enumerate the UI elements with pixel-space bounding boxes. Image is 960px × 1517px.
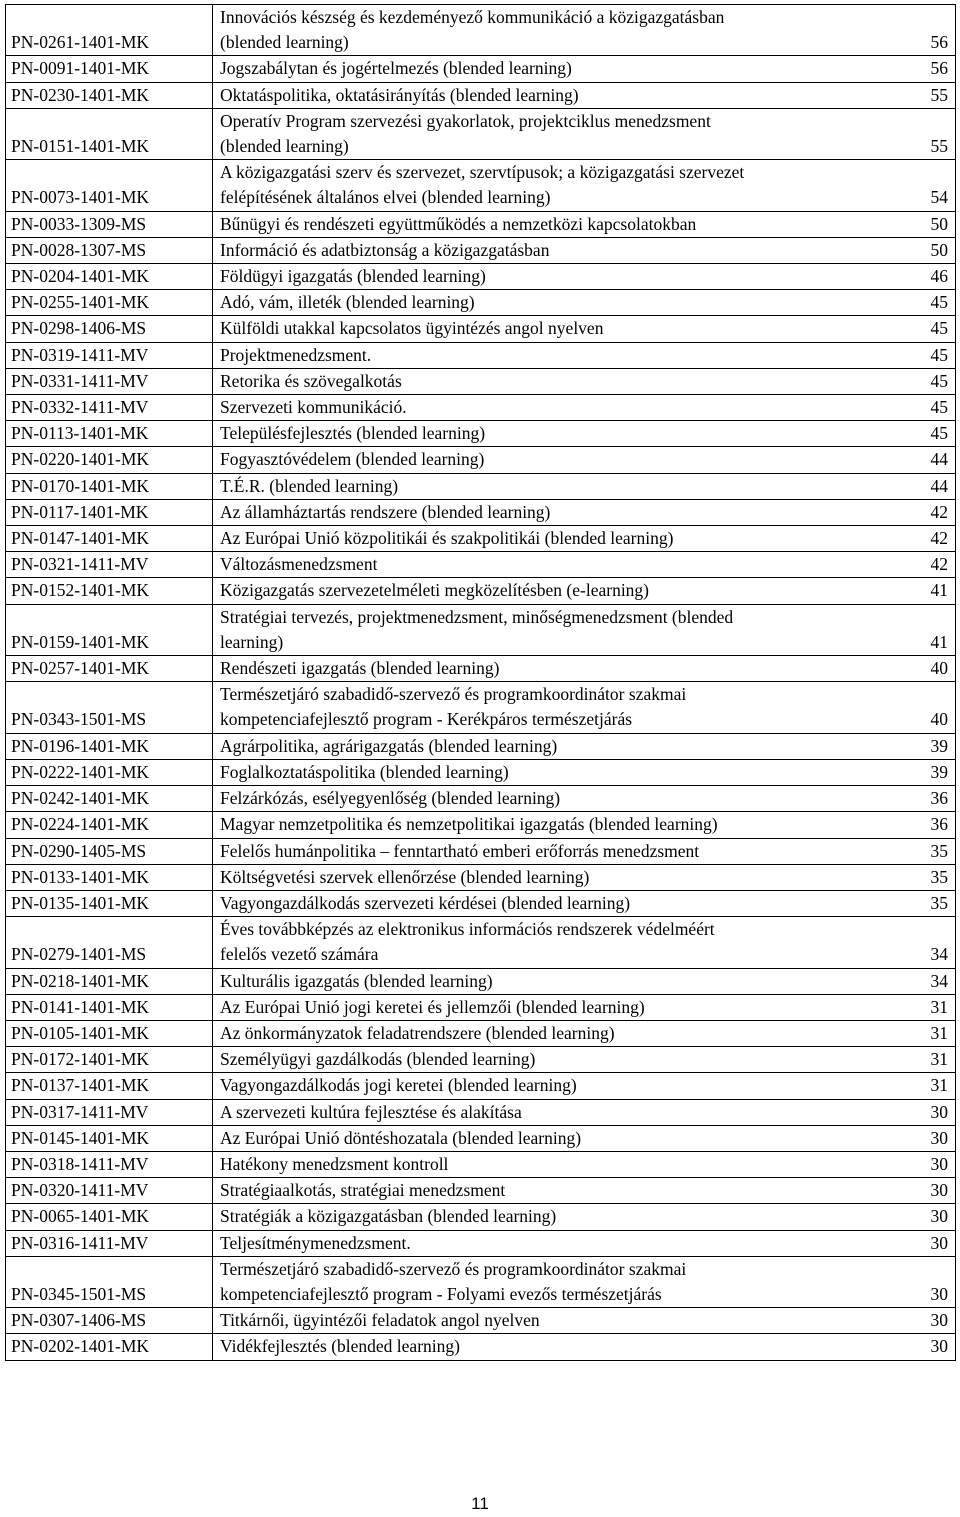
course-title-cell [213,264,956,290]
course-title-wrap [220,917,953,967]
participant-count: 31 [930,1049,948,1070]
course-title-wrap [220,500,953,525]
table-row [6,552,956,578]
course-title-cell [213,1125,956,1151]
table-row [6,1125,956,1151]
participant-count: 55 [930,84,948,105]
course-title: Bűnügyi és rendészeti együttműködés a nemzetközi kapcsolatokban [220,213,697,234]
course-title-cell [213,552,956,578]
course-title-cell [213,759,956,785]
course-title-cell [213,682,956,733]
course-code: PN-0257-1401-MK [6,656,213,682]
participant-count: 35 [930,840,948,861]
course-code: PN-0345-1501-MS [6,1256,213,1307]
table-row [6,447,956,473]
table-row [6,838,956,864]
course-title-wrap [220,839,953,864]
course-code: PN-0204-1401-MK [6,264,213,290]
course-title: Stratégiaalkotás, stratégiai menedzsment [220,1180,506,1201]
table-row [6,316,956,342]
course-code: PN-0133-1401-MK [6,864,213,890]
participant-count: 30 [930,1283,948,1304]
participant-count: 54 [930,187,948,208]
course-code: PN-0137-1401-MK [6,1073,213,1099]
course-title: Magyar nemzetpolitika és nemzetpolitikai igazgatás (blended learning) [220,814,718,835]
course-title-wrap [220,5,953,55]
course-title: Felelős humánpolitika – fenntartható emberi erőforrás menedzsment [220,840,700,861]
course-title-wrap [220,734,953,759]
course-title-wrap [220,1073,953,1098]
course-title-cell [213,56,956,82]
table-row [6,786,956,812]
course-title-wrap [220,1334,953,1359]
participant-count: 45 [930,344,948,365]
course-title-cell [213,526,956,552]
course-title-cell [213,994,956,1020]
course-title-wrap [220,969,953,994]
course-title-cell [213,1020,956,1046]
course-code: PN-0242-1401-MK [6,786,213,812]
course-title-cell [213,1099,956,1125]
course-title: Az Európai Unió döntéshozatala (blended learning) [220,1127,582,1148]
course-title-wrap [220,1178,953,1203]
course-title-wrap [220,83,953,108]
course-title-cell [213,864,956,890]
course-code: PN-0320-1411-MV [6,1178,213,1204]
course-title: Stratégiák a közigazgatásban (blended learning) [220,1206,557,1227]
course-title-wrap [220,526,953,551]
course-title-cell [213,968,956,994]
course-title-cell [213,447,956,473]
participant-count: 41 [930,580,948,601]
participant-count: 30 [930,1336,948,1357]
course-title-cell [213,1334,956,1360]
course-title: Projektmenedzsment. [220,344,372,365]
table-row [6,1073,956,1099]
table-row [6,1099,956,1125]
participant-count: 35 [930,892,948,913]
course-title-wrap [220,760,953,785]
course-title-wrap [220,552,953,577]
course-title: Személyügyi gazdálkodás (blended learning) [220,1049,536,1070]
course-code: PN-0141-1401-MK [6,994,213,1020]
course-title-cell [213,812,956,838]
participant-count: 30 [930,1310,948,1331]
course-title-wrap [220,1257,953,1307]
course-title: Jogszabálytan és jogértelmezés (blended learning) [220,58,572,79]
course-title-wrap [220,891,953,916]
course-title: A szervezeti kultúra fejlesztése és alakítása [220,1101,522,1122]
table-row [6,56,956,82]
course-code: PN-0073-1401-MK [6,160,213,211]
course-title-wrap [220,656,953,681]
table-row [6,82,956,108]
course-code: PN-0279-1401-MS [6,917,213,968]
participant-count: 40 [930,658,948,679]
course-title-cell [213,473,956,499]
course-title-wrap [220,995,953,1020]
course-title-cell [213,1073,956,1099]
participant-count: 30 [930,1153,948,1174]
course-title-cell [213,395,956,421]
course-title-cell [213,578,956,604]
course-title-cell [213,890,956,916]
table-row [6,1047,956,1073]
table-row [6,968,956,994]
course-title-wrap [220,1126,953,1151]
course-title: Oktatáspolitika, oktatásirányítás (blended learning) [220,84,579,105]
table-row [6,1256,956,1307]
participant-count: 44 [930,449,948,470]
course-title-wrap [220,1308,953,1333]
course-code: PN-0290-1405-MS [6,838,213,864]
course-title: Közigazgatás szervezetelméleti megközelítésben (e-learning) [220,580,650,601]
course-code: PN-0170-1401-MK [6,473,213,499]
course-title: Földügyi igazgatás (blended learning) [220,266,486,287]
course-title-wrap [220,865,953,890]
course-title: Titkárnői, ügyintézői feladatok angol nyelven [220,1310,540,1331]
course-code: PN-0261-1401-MK [6,5,213,56]
course-title-cell [213,1230,956,1256]
table-row [6,1151,956,1177]
participant-count: 42 [930,528,948,549]
participant-count: 46 [930,266,948,287]
course-code: PN-0220-1401-MK [6,447,213,473]
course-title-cell [213,917,956,968]
table-row [6,917,956,968]
course-title-cell [213,1151,956,1177]
course-title-cell [213,82,956,108]
course-title: Stratégiai tervezés, projektmenedzsment, minőségmenedzsment (blended learning) [220,606,734,652]
course-title: Településfejlesztés (blended learning) [220,423,486,444]
table-row [6,733,956,759]
course-code: PN-0147-1401-MK [6,526,213,552]
course-title-cell [213,499,956,525]
course-code: PN-0135-1401-MK [6,890,213,916]
course-title: Költségvetési szervek ellenőrzése (blended learning) [220,866,590,887]
course-title-cell [213,786,956,812]
course-title-cell [213,342,956,368]
table-row [6,682,956,733]
course-code: PN-0117-1401-MK [6,499,213,525]
course-title: Vidékfejlesztés (blended learning) [220,1336,460,1357]
course-title: Innovációs készség és kezdeményező kommunikáció a közigazgatásban (blended learning) [220,7,725,53]
course-title-wrap [220,786,953,811]
course-title-wrap [220,316,953,341]
course-title-wrap [220,395,953,420]
course-code: PN-0255-1401-MK [6,290,213,316]
table-row [6,368,956,394]
table-row [6,5,956,56]
course-title: Éves továbbképzés az elektronikus információs rendszerek védelméért felelős vezető számára [220,919,715,965]
participant-count: 30 [930,1232,948,1253]
participant-count: 45 [930,397,948,418]
course-title: Külföldi utakkal kapcsolatos ügyintézés angol nyelven [220,318,604,339]
participant-count: 45 [930,423,948,444]
course-title-wrap [220,421,953,446]
participant-count: 30 [930,1180,948,1201]
course-title-wrap [220,578,953,603]
course-code: PN-0298-1406-MS [6,316,213,342]
course-title-cell [213,316,956,342]
course-title: Teljesítménymenedzsment. [220,1232,411,1253]
course-title-cell [213,421,956,447]
course-code: PN-0321-1411-MV [6,552,213,578]
course-title-cell [213,290,956,316]
table-row [6,342,956,368]
course-title-cell [213,733,956,759]
course-code: PN-0028-1307-MS [6,237,213,263]
course-code: PN-0331-1411-MV [6,368,213,394]
course-code: PN-0065-1401-MK [6,1204,213,1230]
table-row [6,864,956,890]
table-row [6,526,956,552]
course-title-cell [213,1047,956,1073]
table-row [6,994,956,1020]
participant-count: 31 [930,1022,948,1043]
course-title-cell [213,604,956,655]
course-title: Fogyasztóvédelem (blended learning) [220,449,485,470]
course-title: Vagyongazdálkodás jogi keretei (blended learning) [220,1075,577,1096]
table-row [6,812,956,838]
table-row [6,759,956,785]
participant-count: 41 [930,631,948,652]
course-code: PN-0222-1401-MK [6,759,213,785]
course-title: Retorika és szövegalkotás [220,370,402,391]
participant-count: 50 [930,213,948,234]
participant-count: 45 [930,318,948,339]
course-code: PN-0218-1401-MK [6,968,213,994]
course-title-cell [213,5,956,56]
table-row [6,1334,956,1360]
course-title-wrap [220,264,953,289]
table-row [6,890,956,916]
course-title: Felzárkózás, esélyegyenlőség (blended learning) [220,788,561,809]
table-row [6,1020,956,1046]
table-row [6,395,956,421]
participant-count: 35 [930,866,948,887]
course-code: PN-0105-1401-MK [6,1020,213,1046]
participant-count: 56 [930,58,948,79]
course-code: PN-0316-1411-MV [6,1230,213,1256]
course-title-wrap [220,109,953,159]
course-title: Az önkormányzatok feladatrendszere (blended learning) [220,1022,615,1043]
table-row [6,499,956,525]
participant-count: 55 [930,136,948,157]
participant-count: 36 [930,814,948,835]
participant-count: 39 [930,761,948,782]
course-title-wrap [220,1231,953,1256]
participant-count: 42 [930,554,948,575]
course-title: Információ és adatbiztonság a közigazgatásban [220,239,550,260]
course-code: PN-0113-1401-MK [6,421,213,447]
course-title: Foglalkoztatáspolitika (blended learning) [220,761,509,782]
course-title: Kulturális igazgatás (blended learning) [220,970,493,991]
participant-count: 40 [930,709,948,730]
course-title-wrap [220,290,953,315]
participant-count: 45 [930,292,948,313]
table-row [6,264,956,290]
participant-count: 31 [930,1075,948,1096]
course-code: PN-0332-1411-MV [6,395,213,421]
table-row [6,211,956,237]
course-title-cell [213,1178,956,1204]
participant-count: 31 [930,996,948,1017]
table-row [6,1178,956,1204]
course-code: PN-0033-1309-MS [6,211,213,237]
course-title-wrap [220,1021,953,1046]
participant-count: 30 [930,1127,948,1148]
table-row [6,1230,956,1256]
course-title-cell [213,1204,956,1230]
course-title: Agrárpolitika, agrárigazgatás (blended learning) [220,735,558,756]
table-row [6,473,956,499]
participant-count: 56 [930,32,948,53]
course-title: A közigazgatási szerv és szervezet, szervtípusok; a közigazgatási szervezet felépítésének általános elvei (blended learning) [220,162,745,208]
course-title-wrap [220,160,953,210]
course-code: PN-0319-1411-MV [6,342,213,368]
page-number: 11 [471,1494,489,1513]
course-title: Az Európai Unió jogi keretei és jellemzői (blended learning) [220,996,645,1017]
table-row [6,108,956,159]
course-title: Az államháztartás rendszere (blended learning) [220,501,551,522]
course-title: Adó, vám, illeték (blended learning) [220,292,475,313]
course-title-cell [213,1256,956,1307]
course-code: PN-0091-1401-MK [6,56,213,82]
participant-count: 34 [930,970,948,991]
course-title-wrap [220,56,953,81]
table-row [6,421,956,447]
course-title-cell [213,160,956,211]
course-title-cell [213,237,956,263]
course-title-wrap [220,238,953,263]
course-code: PN-0307-1406-MS [6,1308,213,1334]
course-code: PN-0151-1401-MK [6,108,213,159]
course-title-wrap [220,474,953,499]
course-title-cell [213,838,956,864]
course-title-cell [213,368,956,394]
course-title: Hatékony menedzsment kontroll [220,1153,449,1174]
table-row [6,578,956,604]
course-code: PN-0159-1401-MK [6,604,213,655]
course-title-wrap [220,1204,953,1229]
course-code: PN-0172-1401-MK [6,1047,213,1073]
table-row [6,160,956,211]
course-title: Természetjáró szabadidő-szervező és programkoordinátor szakmai kompetenciafejlesztő program - Folyami evezős természetjárás [220,1258,687,1304]
participant-count: 30 [930,1206,948,1227]
participant-count: 50 [930,239,948,260]
course-code: PN-0318-1411-MV [6,1151,213,1177]
course-code: PN-0317-1411-MV [6,1099,213,1125]
participant-count: 39 [930,735,948,756]
table-row [6,290,956,316]
participant-count: 42 [930,501,948,522]
course-title-wrap [220,682,953,732]
course-code: PN-0224-1401-MK [6,812,213,838]
course-code: PN-0145-1401-MK [6,1125,213,1151]
course-code: PN-0343-1501-MS [6,682,213,733]
course-title-wrap [220,212,953,237]
course-title: Természetjáró szabadidő-szervező és programkoordinátor szakmai kompetenciafejlesztő program - Kerékpáros természetjárás [220,684,687,730]
table-row [6,237,956,263]
course-title-cell [213,1308,956,1334]
course-title-wrap [220,343,953,368]
participant-count: 45 [930,370,948,391]
course-title: Operatív Program szervezési gyakorlatok, projektciklus menedzsment (blended learning) [220,110,711,157]
course-code: PN-0196-1401-MK [6,733,213,759]
course-title: Rendészeti igazgatás (blended learning) [220,658,500,679]
course-title-wrap [220,812,953,837]
participant-count: 30 [930,1101,948,1122]
course-title-cell [213,656,956,682]
participant-count: 44 [930,475,948,496]
course-title-wrap [220,1152,953,1177]
table-row [6,656,956,682]
course-title: Vagyongazdálkodás szervezeti kérdései (blended learning) [220,892,631,913]
course-title-wrap [220,605,953,655]
table-row [6,1204,956,1230]
course-title-wrap [220,369,953,394]
table-row [6,604,956,655]
participant-count: 34 [930,944,948,965]
course-title-cell [213,108,956,159]
course-title-wrap [220,447,953,472]
participant-count: 36 [930,788,948,809]
course-title-wrap [220,1047,953,1072]
table-row [6,1308,956,1334]
course-title-cell [213,211,956,237]
course-table [5,4,956,1361]
course-code: PN-0230-1401-MK [6,82,213,108]
course-code: PN-0152-1401-MK [6,578,213,604]
course-title: T.É.R. (blended learning) [220,475,399,496]
course-title: Változásmenedzsment [220,554,378,575]
course-title: Az Európai Unió közpolitikái és szakpolitikái (blended learning) [220,528,674,549]
course-code: PN-0202-1401-MK [6,1334,213,1360]
course-title-wrap [220,1100,953,1125]
course-table-body [6,5,956,1361]
course-title: Szervezeti kommunikáció. [220,397,407,418]
